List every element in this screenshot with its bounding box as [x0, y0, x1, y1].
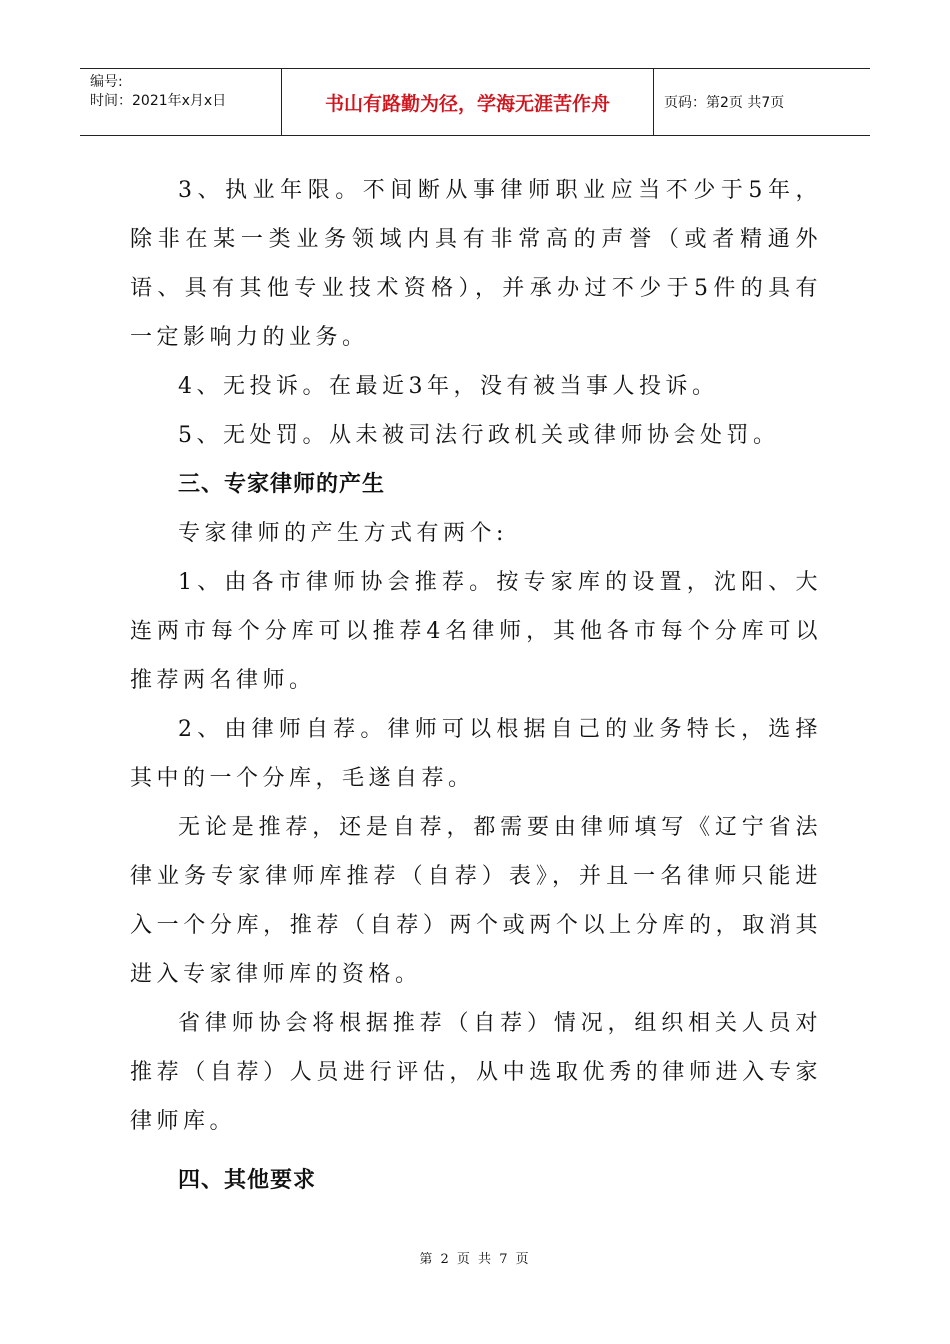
paragraph: 1、由各市律师协会推荐。按专家库的设置，沈阳、大连两市每个分库可以推荐4名律师，其他各市每个分库可以推荐两名律师。: [130, 570, 822, 693]
time-label: 时间：2021年x月x日: [90, 93, 227, 109]
header-meta: [80, 69, 282, 135]
paragraph: 5、无处罚。从未被司法行政机关或律师协会处罚。: [178, 423, 780, 448]
page-footer: 第 2 页 共 7 页: [419, 1252, 531, 1267]
section-heading: 三、专家律师的产生: [178, 472, 386, 497]
paragraph: 专家律师的产生方式有两个:: [178, 521, 508, 546]
document-body: [130, 166, 822, 1205]
paragraph: 省律师协会将根据推荐（自荐）情况，组织相关人员对推荐（自荐）人员进行评估，从中选取优秀的律师进入专家律师库。: [130, 1011, 822, 1134]
document-header: [80, 68, 870, 136]
section-heading: 四、其他要求: [178, 1168, 317, 1193]
header-page-info: 页码：第2页 共7页: [664, 95, 785, 111]
number-label: 编号:: [90, 74, 123, 90]
paragraph: 2、由律师自荐。律师可以根据自己的业务特长，选择其中的一个分库，毛遂自荐。: [130, 717, 822, 791]
header-motto: 书山有路勤为径，学海无涯苦作舟: [282, 69, 654, 135]
paragraph: 3、执业年限。不间断从事律师职业应当不少于5年，除非在某一类业务领域内具有非常高的声誉（或者精通外语、具有其他专业技术资格），并承办过不少于5件的具有一定影响力的业务。: [130, 178, 822, 350]
paragraph: 4、无投诉。在最近3年，没有被当事人投诉。: [178, 374, 719, 399]
paragraph: 无论是推荐，还是自荐，都需要由律师填写《辽宁省法律业务专家律师库推荐（自荐）表》，并且一名律师只能进入一个分库，推荐（自荐）两个或两个以上分库的，取消其进入专家律师库的资格。: [130, 815, 822, 987]
